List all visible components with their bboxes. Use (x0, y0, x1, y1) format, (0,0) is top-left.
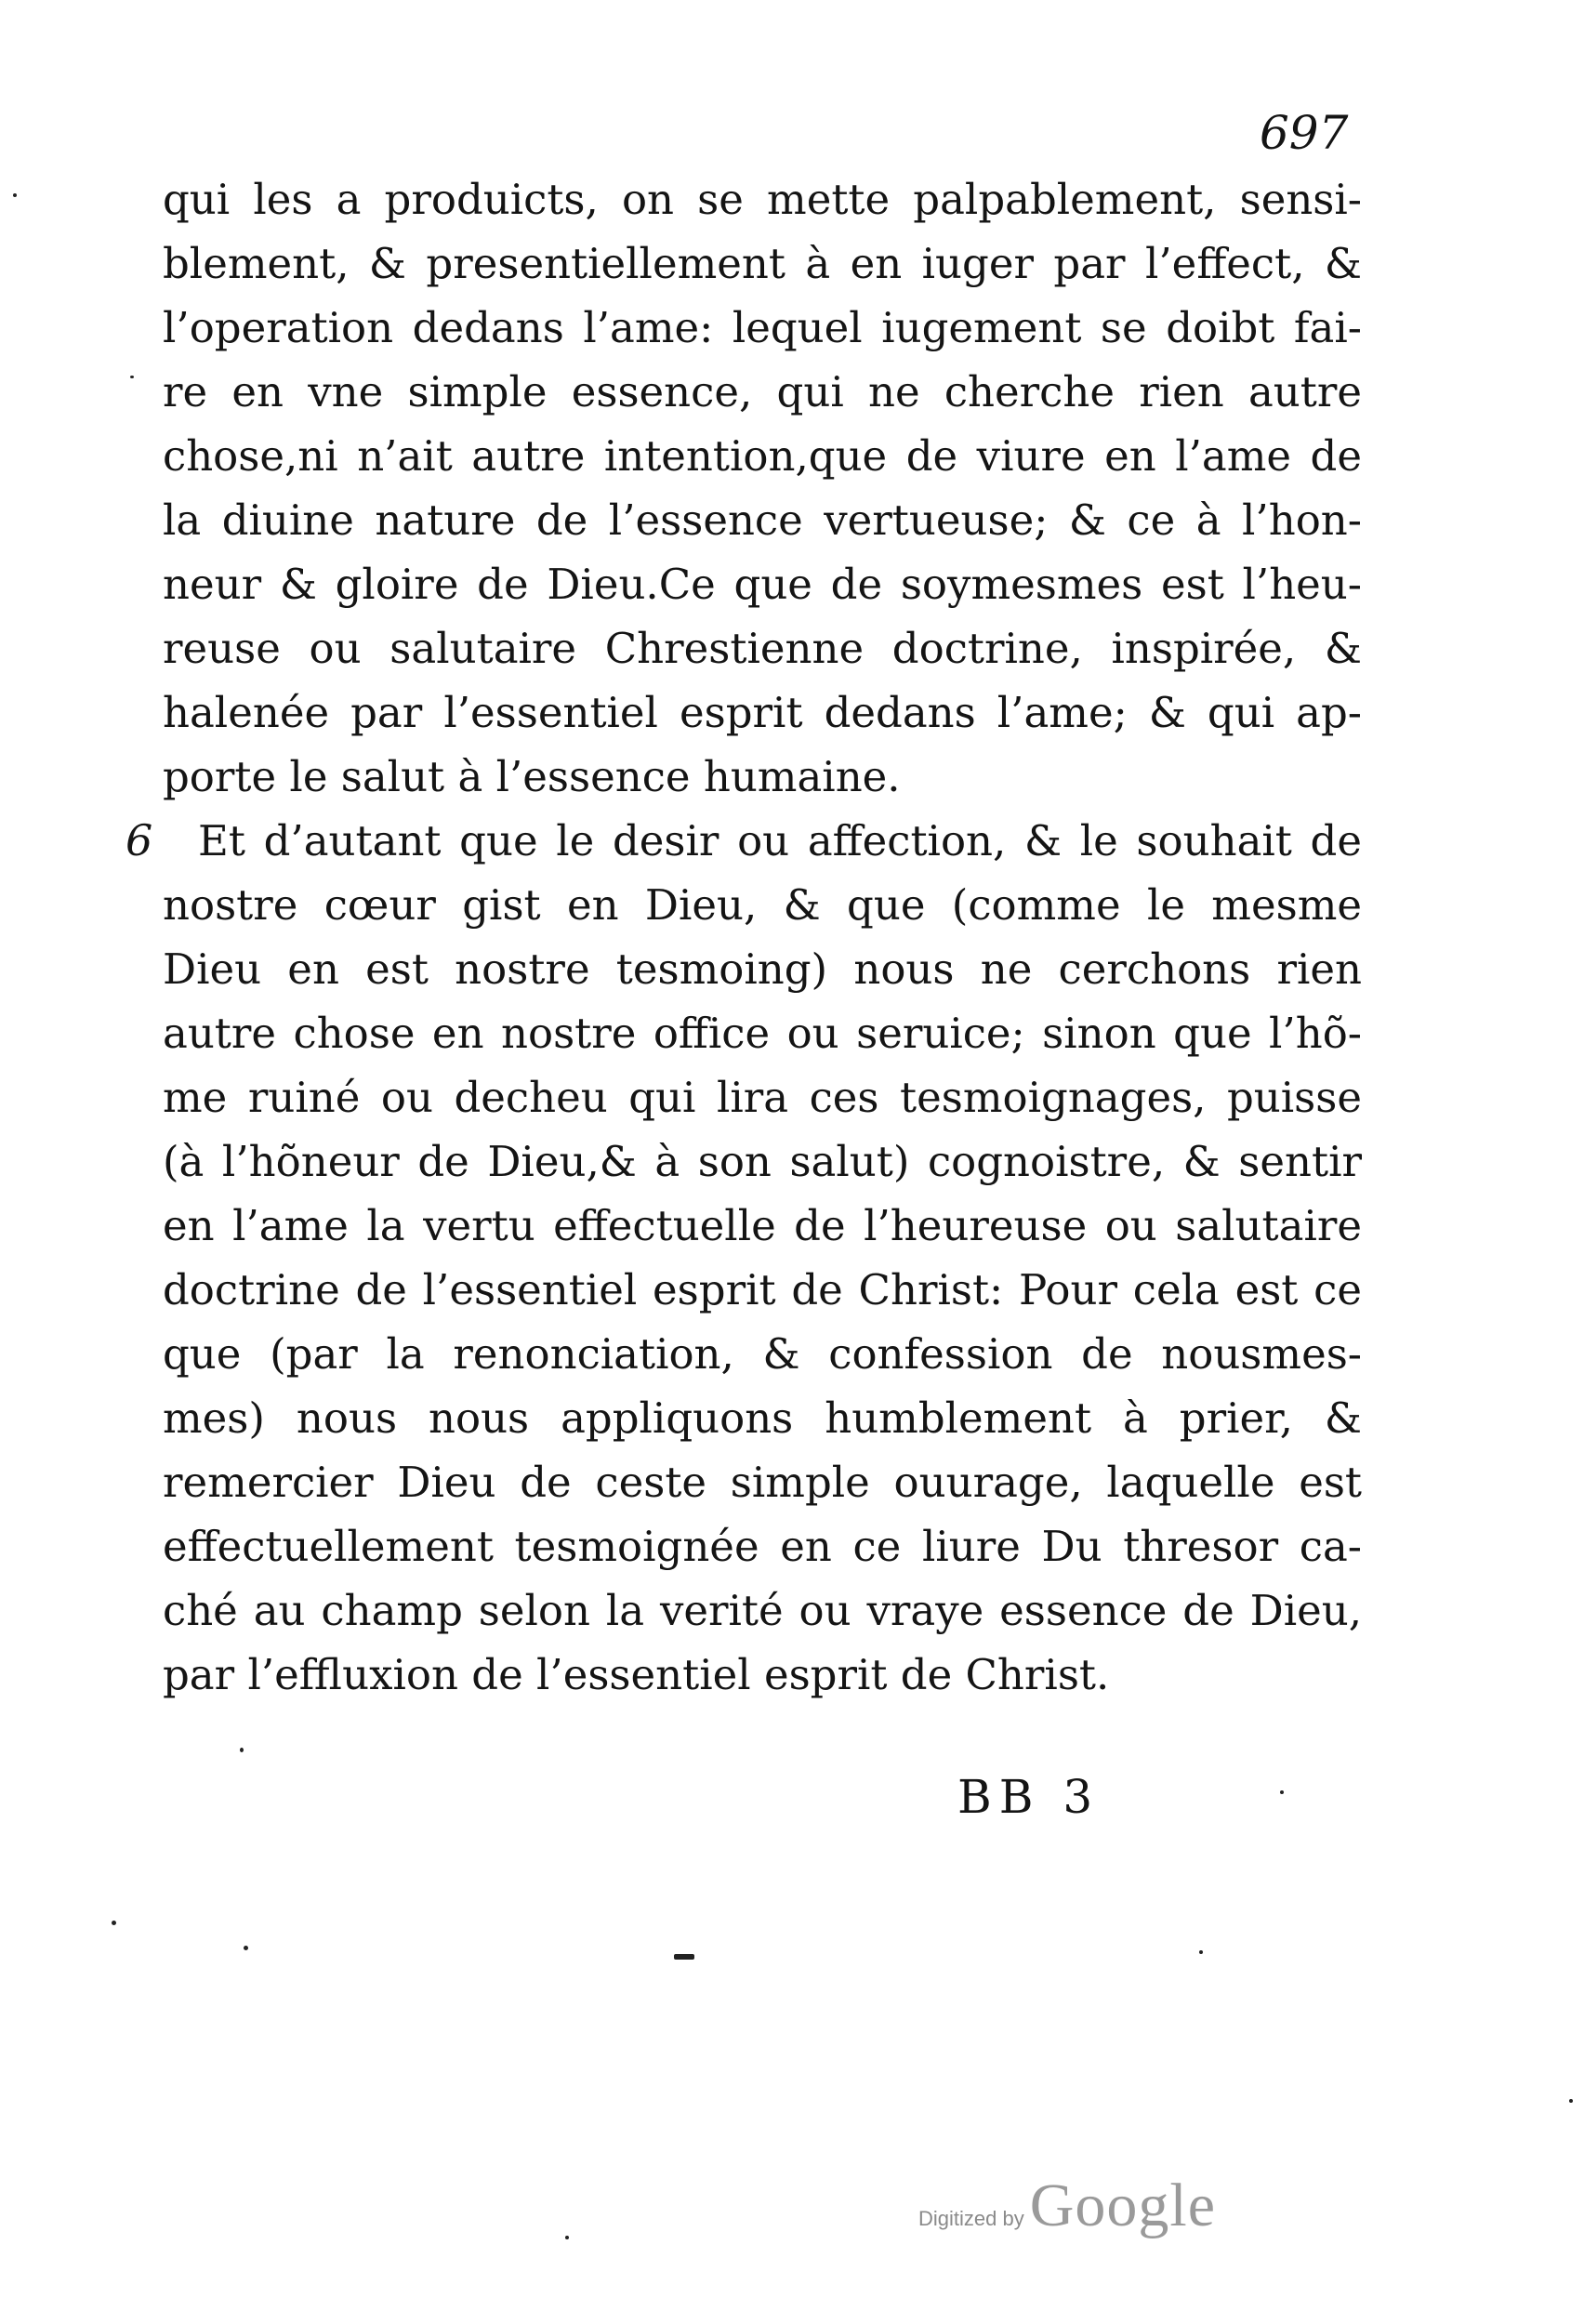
text-line: halenée par l’essentiel esprit dedans l’ame; & qui ap- (163, 688, 1362, 737)
text-line: par l’effluxion de l’essentiel esprit de Christ. (163, 1650, 1110, 1699)
scan-speck (244, 1946, 248, 1950)
paragraph-1 (163, 167, 1362, 809)
text-line: effectuellement tesmoignée en ce liure Du thresor ca- (163, 1522, 1362, 1571)
scan-speck (565, 2236, 569, 2239)
watermark-prefix: Digitized by (918, 2207, 1024, 2230)
text-line: ché au champ selon la verité ou vraye essence de Dieu, (163, 1586, 1362, 1635)
scan-speck (1569, 2099, 1573, 2103)
scan-speck (130, 376, 134, 378)
scan-speck (674, 1954, 694, 1960)
text-line: que (par la renonciation, & confession de nousmes- (163, 1329, 1362, 1379)
scan-speck (112, 1921, 116, 1925)
text-line: chose,ni n’ait autre intention,que de viure en l’ame de (163, 431, 1362, 481)
scan-speck (1199, 1950, 1203, 1954)
scan-speck (1280, 1790, 1284, 1794)
text-line: neur & gloire de Dieu.Ce que de soymesmes est l’heu- (163, 560, 1362, 609)
text-line: nostre cœur gist en Dieu, & que (comme le mesme (163, 880, 1362, 930)
paragraph-marker: 6 (125, 815, 153, 865)
digitized-watermark (918, 2171, 1216, 2241)
text-line: Et d’autant que le desir ou affection, & le souhait de (198, 816, 1362, 865)
paragraph-2 (163, 809, 1362, 1707)
page-number: 697 (1260, 106, 1349, 160)
text-line: Dieu en est nostre tesmoing) nous ne cerchons rien (163, 944, 1362, 994)
scan-speck (240, 1748, 244, 1752)
text-line: (à l’hõneur de Dieu,& à son salut) cognoistre, & sentir (163, 1137, 1362, 1186)
text-line: l’operation dedans l’ame: lequel iugement se doibt fai- (163, 303, 1362, 352)
text-line: re en vne simple essence, qui ne cherche rien autre (163, 367, 1362, 416)
text-line: me ruiné ou decheu qui lira ces tesmoignages, puisse (163, 1073, 1362, 1122)
scan-speck (13, 193, 17, 197)
google-logo: Google (1029, 2172, 1217, 2239)
text-line: mes) nous nous appliquons humblement à prier, & (163, 1393, 1362, 1443)
text-line: en l’ame la vertu effectuelle de l’heureuse ou salutaire (163, 1201, 1362, 1250)
text-block (163, 167, 1362, 1707)
text-line: blement, & presentiellement à en iuger par l’effect, & (163, 239, 1362, 288)
text-line: qui les a produicts, on se mette palpablement, sensi- (163, 175, 1362, 224)
text-line: autre chose en nostre office ou seruice; sinon que l’hõ- (163, 1009, 1362, 1058)
signature-mark: BB 3 (957, 1770, 1101, 1824)
text-line: reuse ou salutaire Chrestienne doctrine, inspirée, & (163, 624, 1362, 673)
text-line: doctrine de l’essentiel esprit de Christ: Pour cela est ce (163, 1265, 1362, 1314)
text-line: la diuine nature de l’essence vertueuse; & ce à l’hon- (163, 495, 1362, 545)
text-line: remercier Dieu de ceste simple ouurage, laquelle est (163, 1458, 1362, 1507)
text-line: porte le salut à l’essence humaine. (163, 752, 901, 801)
